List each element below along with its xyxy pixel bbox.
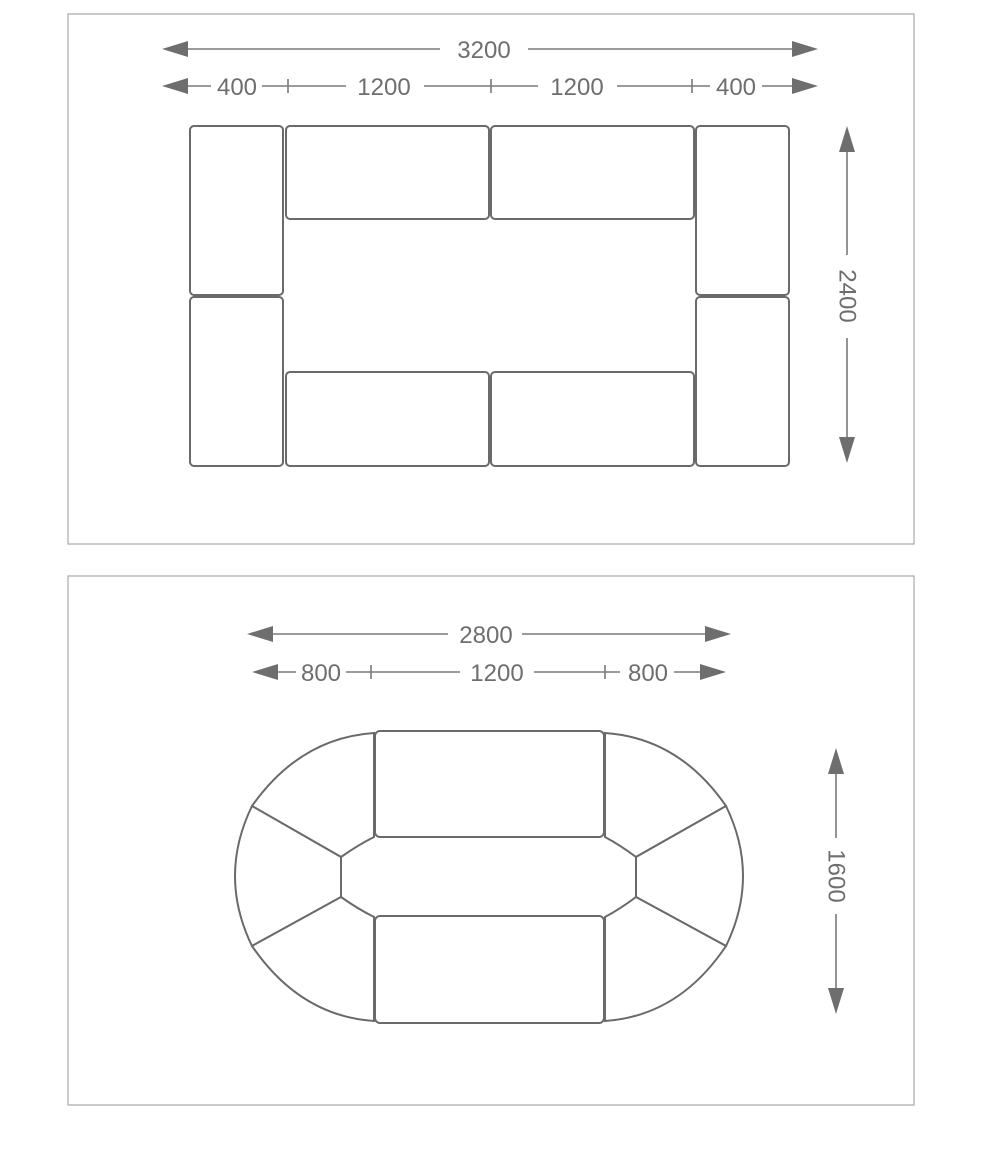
sofa-piece <box>375 916 604 1023</box>
segment-label: 800 <box>300 660 342 687</box>
segment-label: 400 <box>216 74 258 101</box>
arrow-right-icon <box>700 664 726 680</box>
sofa-piece <box>491 372 694 466</box>
sofa-piece <box>286 372 489 466</box>
sofa-piece <box>696 297 789 466</box>
sofa-pieces <box>190 126 789 466</box>
segment-dimension <box>252 660 726 687</box>
arrow-down-icon <box>828 988 844 1014</box>
arrow-right-icon <box>792 41 818 57</box>
depth-label: 1600 <box>822 849 850 903</box>
total-width-dimension <box>162 37 818 64</box>
depth-label: 2400 <box>833 269 861 323</box>
total-width-label: 2800 <box>459 622 513 649</box>
arrow-up-icon <box>839 126 855 152</box>
arrow-left-icon <box>252 664 278 680</box>
segment-label: 400 <box>715 74 757 101</box>
arrow-left-icon <box>162 41 188 57</box>
sofa-piece <box>696 126 789 295</box>
sofa-piece <box>375 731 604 837</box>
oval-layout-panel <box>68 576 914 1105</box>
sofa-piece <box>491 126 694 219</box>
arrow-right-icon <box>705 626 731 642</box>
arrow-down-icon <box>839 437 855 463</box>
depth-dimension <box>823 748 850 1014</box>
sofa-pieces <box>235 731 743 1023</box>
segment-label: 1200 <box>470 660 524 687</box>
panel-frame <box>68 576 914 1105</box>
rectangular-layout-panel <box>68 14 914 544</box>
segment-dimension <box>162 74 818 101</box>
arrow-up-icon <box>828 748 844 774</box>
arrow-left-icon <box>162 78 188 94</box>
arrow-left-icon <box>247 626 273 642</box>
sofa-piece <box>190 126 283 295</box>
segment-label: 800 <box>627 660 669 687</box>
arrow-right-icon <box>792 78 818 94</box>
sofa-piece <box>190 297 283 466</box>
depth-dimension <box>834 126 861 463</box>
segment-label: 1200 <box>550 74 604 101</box>
sofa-piece <box>286 126 489 219</box>
segment-label: 1200 <box>357 74 411 101</box>
total-width-dimension <box>247 622 731 649</box>
total-width-label: 3200 <box>457 37 511 64</box>
